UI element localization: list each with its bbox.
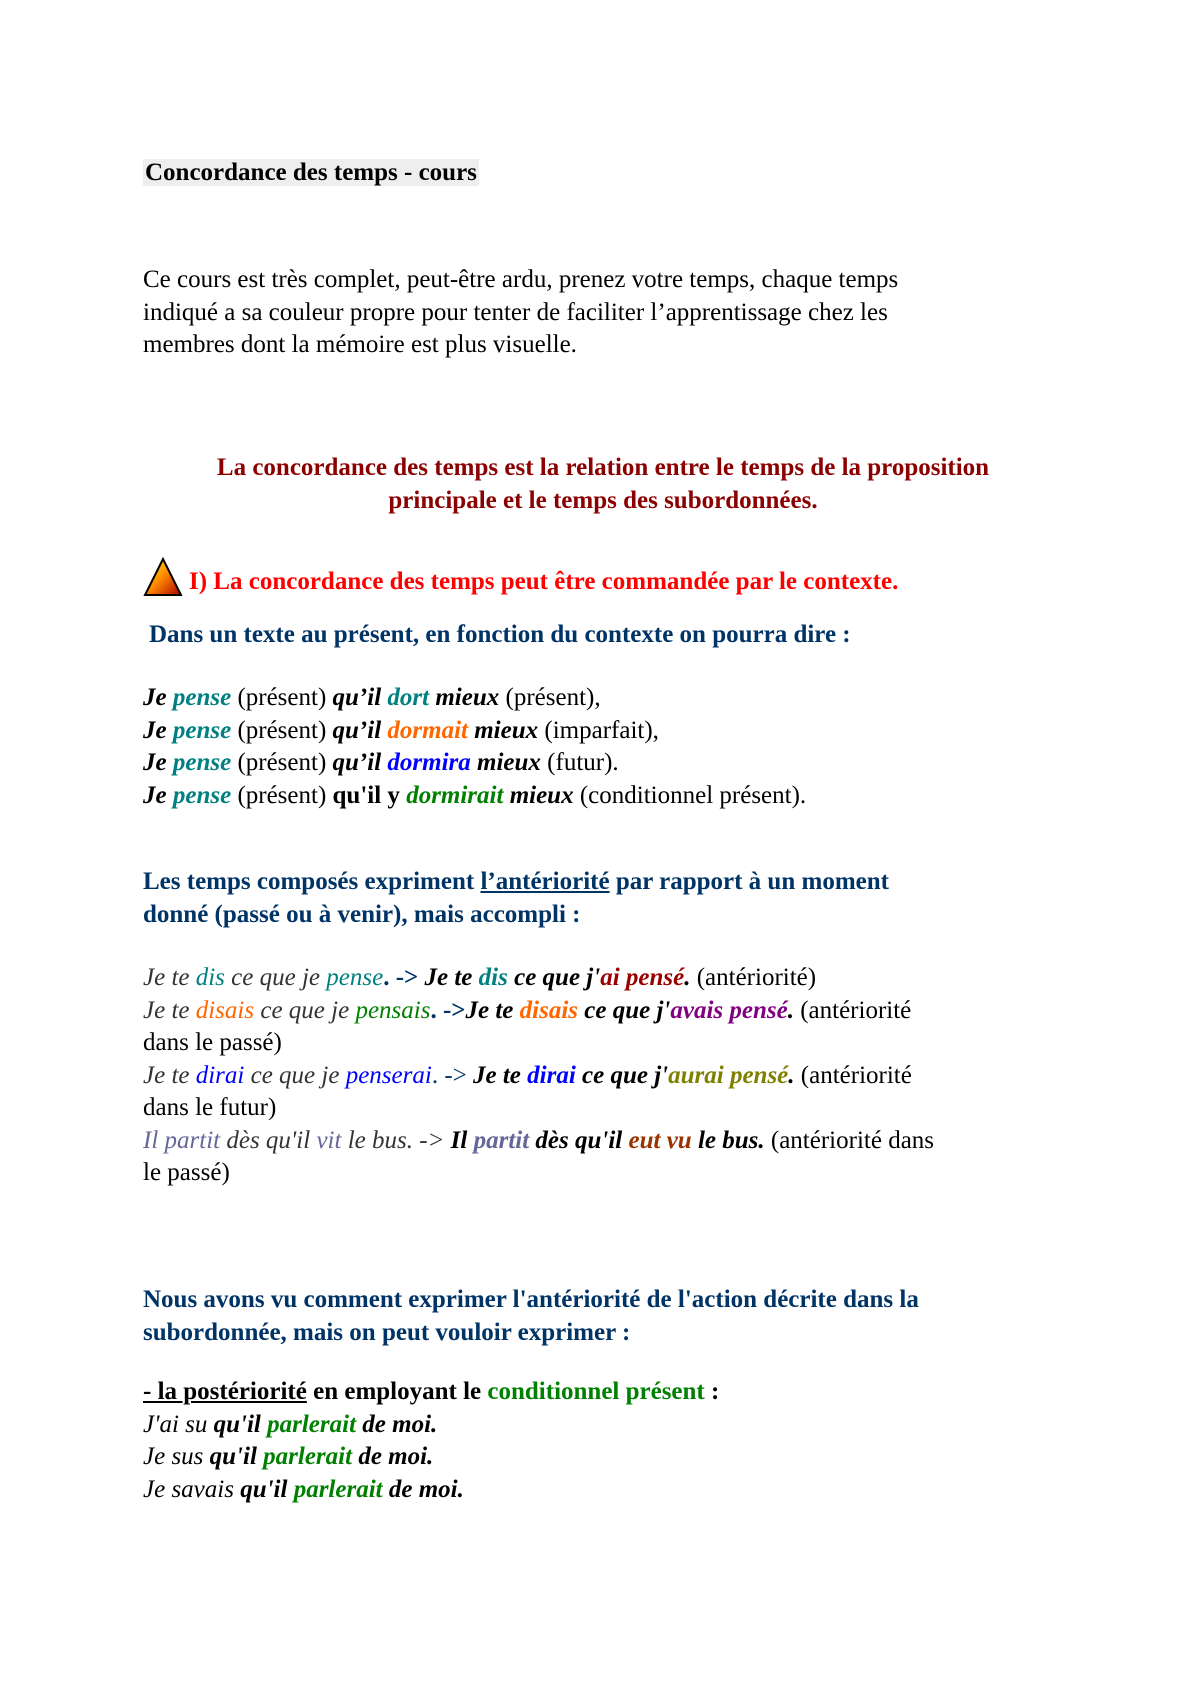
example-line: Je pense (présent) qu’il dormira mieux (futur). xyxy=(143,749,619,776)
example-line: Je pense (présent) qu’il dort mieux (présent), xyxy=(143,684,601,711)
example-line: Je sus qu'il parlerait de moi. xyxy=(143,1443,434,1470)
section-1-heading: I) La concordance des temps peut être commandée par le contexte. xyxy=(143,557,1063,599)
intro-line: Ce cours est très complet, peut-être ardu, prenez votre temps, chaque temps xyxy=(143,266,899,293)
example-line: Je te disais ce que je pensais. ->Je te disais ce que j'avais pensé. (antériorité xyxy=(143,996,912,1024)
example-line: Il partit dès qu'il vit le bus. -> Il partit dès qu'il eut vu le bus. (antériorité dans xyxy=(143,1126,935,1154)
context-heading: Dans un texte au présent, en fonction du contexte on pourra dire : xyxy=(149,621,851,648)
example-line: Je pense (présent) qu’il dormait mieux (imparfait), xyxy=(143,716,659,744)
intro-paragraph xyxy=(143,264,1063,362)
posteriority-section xyxy=(143,1376,1063,1506)
example-line: Je pense (présent) qu'il y dormirait mieux (conditionnel présent). xyxy=(143,781,807,809)
definition-heading: La concordance des temps est la relation entre le temps de la proposition principale et le temps des subordonnées. xyxy=(216,454,990,514)
posteriority-heading: - la postériorité en employant le conditionnel présent : xyxy=(143,1378,720,1405)
posteriority-intro-heading: Nous avons vu comment exprimer l'antériorité de l'action décrite dans la subordonnée, mais on peut vouloir exprimer : xyxy=(143,1286,919,1346)
anteriority-examples: Je te dis ce que je pense. -> Je te dis ce que j'ai pensé. (antériorité) Je te disais ce que je pensais. ->Je te disais ce que j'avais pensé. (antériorité dans le passé) Je te dirai ce que je penserai. -> Je te dirai ce que j'aurai pensé. (antériorité dans le futur) Il partit dès qu'il vit le bus. -> Il partit dès qu'il eut vu le bus. (antériorité dans le passé) xyxy=(143,962,1063,1190)
example-line: J'ai su qu'il parlerait de moi. xyxy=(143,1410,438,1438)
example-line: Je savais qu'il parlerait de moi. xyxy=(143,1475,464,1503)
example-line: Je te dirai ce que je penserai. -> Je te dirai ce que j'aurai pensé. (antériorité xyxy=(143,1061,912,1089)
intro-line: membres dont la mémoire est plus visuelle. xyxy=(143,331,577,358)
example-line: Je te dis ce que je pense. -> Je te dis ce que j'ai pensé. (antériorité) xyxy=(143,964,817,991)
compound-tenses-heading: Les temps composés expriment l’antériorité par rapport à un moment donné (passé ou à venir), mais accompli : xyxy=(143,868,889,928)
present-examples xyxy=(143,682,1063,812)
intro-line: indiqué a sa couleur propre pour tenter de faciliter l’apprentissage chez les xyxy=(143,298,888,326)
warning-triangle-icon xyxy=(143,557,183,597)
document-title: Concordance des temps - cours xyxy=(145,159,477,186)
